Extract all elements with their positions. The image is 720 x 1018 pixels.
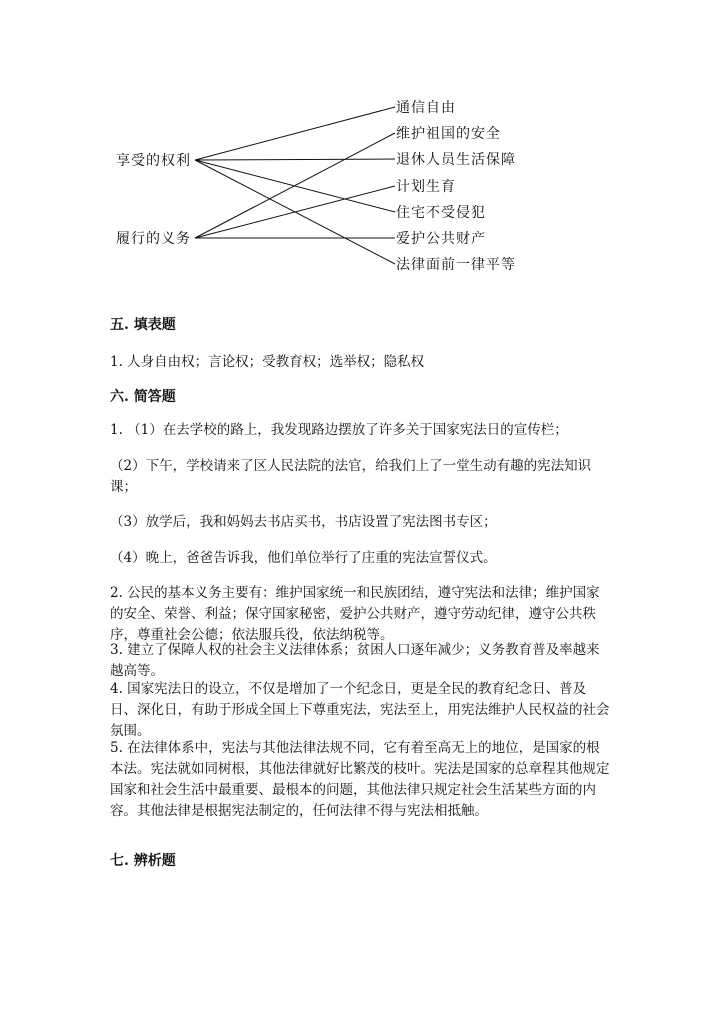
right-item-6: 爱护公共财产 — [396, 231, 486, 247]
section7-heading: 七. 辨析题 — [110, 853, 176, 869]
q3-answer: 3. 建立了保障人权的社会主义法律体系；贫困人口逐年减少；义务教育普及率越来越高等。 — [110, 642, 600, 679]
right-item-4: 计划生育 — [396, 179, 456, 195]
right-item-2: 维护祖国的安全 — [396, 126, 501, 142]
q1-part3: （3）放学后，我和妈妈去书店买书，书店设置了宪法图书专区； — [110, 514, 497, 530]
left-item-rights: 享受的权利 — [116, 153, 191, 169]
matching-lines — [0, 0, 720, 290]
section5-heading: 五. 填表题 — [110, 317, 176, 333]
section6-heading: 六. 简答题 — [110, 389, 176, 405]
q4-answer: 4. 国家宪法日的设立，不仅是增加了一个纪念日，更是全民的教育纪念日、普及日、深化日，有助于形成全国上下尊重宪法，宪法至上，用宪法维护人民权益的社会氛围。 — [110, 681, 610, 739]
right-item-7: 法律面前一律平等 — [396, 257, 516, 273]
line-duties-security — [195, 133, 395, 238]
line-duties-family-planning — [195, 186, 395, 238]
line-rights-communication — [195, 107, 395, 160]
q1-part4: （4）晚上，爸爸告诉我，他们单位举行了庄重的宪法宣誓仪式。 — [110, 550, 497, 566]
right-item-5: 住宅不受侵犯 — [396, 205, 486, 221]
line-rights-retirement — [195, 159, 395, 160]
q1-part2: （2）下午，学校请来了区人民法院的法官，给我们上了一堂生动有趣的宪法知识课； — [110, 458, 592, 495]
q2-answer: 2. 公民的基本义务主要有：维护国家统一和民族团结，遵守宪法和法律；维护国家的安全、荣誉、利益；保守国家秘密，爱护公共财产，遵守劳动纪律，遵守公共秩序，尊重社会公德；依法服兵役，依法纳税等。 — [110, 585, 600, 643]
right-item-1: 通信自由 — [396, 100, 456, 116]
right-item-3: 退休人员生活保障 — [396, 152, 516, 168]
q1-part1: 1. （1）在去学校的路上，我发现路边摆放了许多关于国家宪法日的宣传栏； — [110, 422, 568, 438]
section5-answer: 1. 人身自由权；言论权；受教育权；选举权；隐私权 — [110, 354, 425, 370]
left-item-duties: 履行的义务 — [116, 231, 191, 247]
q5-answer: 5. 在法律体系中，宪法与其他法律法规不同，它有着至高无上的地位，是国家的根本法。宪法就如同树根，其他法律就好比繁茂的枝叶。宪法是国家的总章程其他规定国家和社会生活中最重要、最根本的问题，其他法律只规定社会生活某些方面的内容。其他法律是根据宪法制定的，任何法律不得与宪法相抵触。 — [110, 740, 610, 819]
